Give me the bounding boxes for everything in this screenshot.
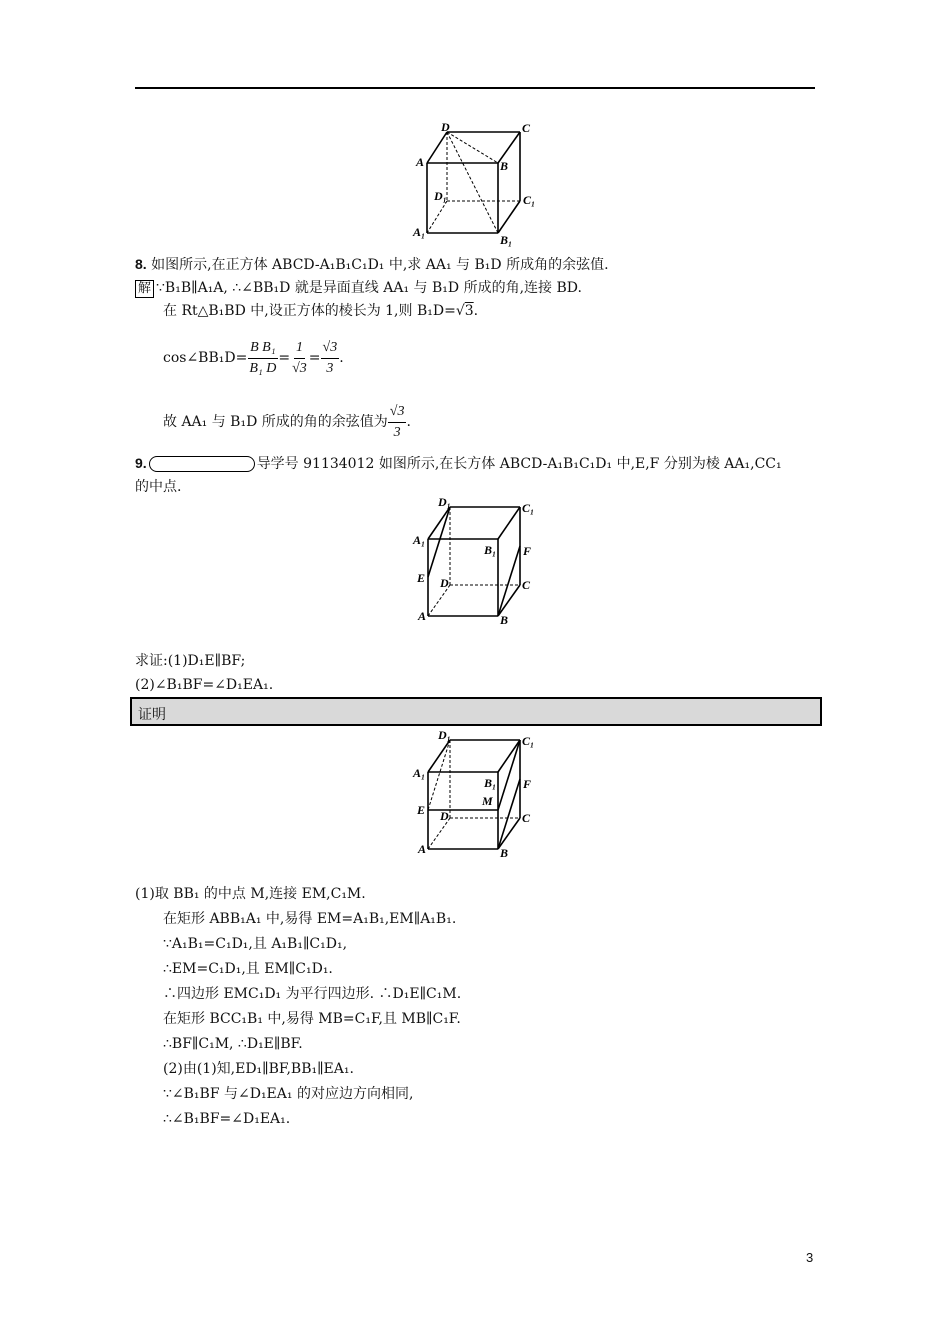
solution-label: 解 <box>135 280 154 298</box>
fig3-label-D: D <box>440 809 449 823</box>
fig1-label-D: D <box>441 120 450 134</box>
proof-line: ∵∠B₁BF 与∠D₁EA₁ 的对应边方向相同, <box>163 1086 414 1102</box>
fig2-label-B: B <box>500 613 509 627</box>
sqrt-value: 3 <box>464 303 474 319</box>
fraction-1-numerator: B B₁ <box>248 338 277 359</box>
fig2-label-C1: C₁ <box>522 501 535 515</box>
fraction-2-denominator: √3 <box>292 360 307 376</box>
proof-header-bar <box>130 697 822 726</box>
conclusion-fraction <box>388 402 407 443</box>
fig3-label-A1: A₁ <box>413 766 426 780</box>
fig3-label-B1: B₁ <box>484 776 497 790</box>
fig1-label-B1: B₁ <box>500 233 513 247</box>
cos-formula: cos∠BB₁D= $\frac{\text{B B₁}}{\text{B₁ D}}$ = $\frac{1}{√3}$ = $\frac{√3}{3}$ . <box>163 336 344 380</box>
question-9-number: 9. <box>135 455 147 471</box>
fig1-label-D1: D₁ <box>434 189 447 203</box>
fig2-label-A1: A₁ <box>413 533 426 547</box>
fig1-label-C: C <box>522 121 531 135</box>
fig1-label-C1: C₁ <box>523 193 536 207</box>
question-8-number: 8. <box>135 256 147 272</box>
fig2-label-A: A <box>418 609 427 623</box>
fig2-label-C: C <box>522 578 531 592</box>
period: . <box>473 303 479 319</box>
fig3-label-D1: D₁ <box>438 728 451 742</box>
proof-line: ∴EM=C₁D₁,且 EM∥C₁D₁. <box>163 961 333 977</box>
fraction-3 <box>321 338 340 379</box>
fig3-label-C1: C₁ <box>522 734 535 748</box>
fig1-label-A: A <box>416 155 425 169</box>
fraction-1-denominator: B₁ D <box>249 360 277 376</box>
cos-period: . <box>339 350 344 366</box>
conclusion-text: 故 AA₁ 与 B₁D 所成的角的余弦值为 <box>163 414 388 430</box>
prove-statement-2: (2)∠B₁BF=∠D₁EA₁. <box>135 677 274 693</box>
fraction-1 <box>247 338 278 379</box>
proof-line: 在矩形 BCC₁B₁ 中,易得 MB=C₁F,且 MB∥C₁F. <box>163 1011 461 1027</box>
fig3-label-B: B <box>500 846 509 860</box>
fig2-label-F: F <box>523 544 532 558</box>
solution-8-line-1 <box>135 279 582 298</box>
fig1-label-B: B <box>500 159 509 173</box>
cuboid-figure-proof <box>408 727 548 861</box>
solution-8-line-2: 在 Rt△B₁BD 中,设正方体的棱长为 1,则 B₁D=√3. <box>163 303 479 319</box>
proof-line: (1)取 BB₁ 的中点 M,连接 EM,C₁M. <box>135 886 366 902</box>
solution-8-text-2: 在 Rt△B₁BD 中,设正方体的棱长为 1,则 B₁D= <box>163 303 456 319</box>
page-number: 3 <box>806 1250 814 1265</box>
question-9 <box>135 454 782 473</box>
cube-figure-q8 <box>410 120 550 248</box>
proof-line: ∴∠B₁BF=∠D₁EA₁. <box>163 1111 291 1127</box>
cuboid-figure-q9 <box>408 494 548 628</box>
fig3-label-M: M <box>482 794 493 808</box>
conclusion-denominator: 3 <box>393 424 401 440</box>
question-8-text: 如图所示,在正方体 ABCD-A₁B₁C₁D₁ 中,求 AA₁ 与 B₁D 所成角的余弦值. <box>146 257 609 273</box>
proof-line: ∵A₁B₁=C₁D₁,且 A₁B₁∥C₁D₁, <box>163 936 348 952</box>
proof-line: ∴四边形 EMC₁D₁ 为平行四边形. ∴D₁E∥C₁M. <box>163 986 462 1002</box>
question-8 <box>135 255 609 274</box>
prove-statement-1: 求证:(1)D₁E∥BF; <box>135 653 246 669</box>
fraction-3-denominator: 3 <box>326 360 334 376</box>
fig3-label-E: E <box>417 803 426 817</box>
fraction-2 <box>290 338 309 379</box>
conclusion-period: . <box>406 414 411 430</box>
guide-badge-oval <box>149 456 255 472</box>
proof-line: ∴BF∥C₁M, ∴D₁E∥BF. <box>163 1036 303 1052</box>
fraction-3-numerator: √3 <box>321 338 340 359</box>
solution-8-text-1: ∵B₁B∥A₁A, ∴∠BB₁D 就是异面直线 AA₁ 与 B₁D 所成的角,连接 BD. <box>156 280 582 296</box>
fig3-label-F: F <box>523 777 532 791</box>
fig2-label-D1: D₁ <box>438 495 451 509</box>
proof-line: (2)由(1)知,ED₁∥BF,BB₁∥EA₁. <box>163 1061 354 1077</box>
proof-header-label: 证明 <box>138 707 166 723</box>
fig1-label-A1: A₁ <box>413 225 426 239</box>
cos-prefix: cos∠BB₁D= <box>163 350 248 366</box>
fig2-label-D: D <box>440 576 449 590</box>
conclusion-8 <box>163 400 411 444</box>
question-9-text: 导学号 91134012 如图所示,在长方体 ABCD-A₁B₁C₁D₁ 中,E,F 分别为棱 AA₁,CC₁ <box>256 456 782 472</box>
question-9-line-2: 的中点. <box>135 479 182 495</box>
fig3-label-C: C <box>522 811 531 825</box>
fig3-label-A: A <box>418 842 427 856</box>
conclusion-numerator: √3 <box>388 402 407 423</box>
fig2-label-E: E <box>417 571 426 585</box>
proof-line: 在矩形 ABB₁A₁ 中,易得 EM=A₁B₁,EM∥A₁B₁. <box>163 911 457 927</box>
header-rule <box>135 87 815 89</box>
fraction-2-numerator: 1 <box>294 338 305 359</box>
fig2-label-B1: B₁ <box>484 543 497 557</box>
